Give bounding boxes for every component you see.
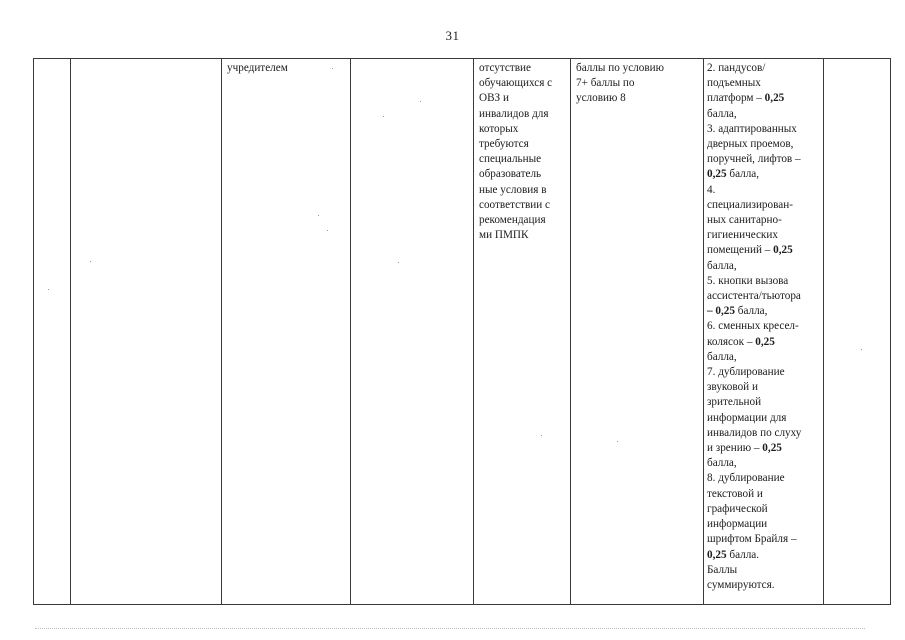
table-column-divider (70, 58, 71, 604)
table-column-divider (473, 58, 474, 604)
scan-artifact-line (35, 628, 865, 630)
cell-text-line: требуются (479, 138, 529, 151)
cell-text-line (707, 167, 801, 182)
line-text: инвалидов по слуху (707, 426, 802, 439)
line-text: балла, (707, 457, 737, 470)
cell-text: учредителем (227, 62, 288, 74)
line-text: 3. адаптированных (707, 122, 797, 135)
line-text: 2. пандусов/ (707, 62, 766, 74)
cell-text-line (707, 76, 801, 91)
cell-text-line: обучающихся с (479, 77, 553, 90)
cell-text-line: инвалидов для (479, 107, 549, 120)
line-text: балла, (726, 168, 760, 181)
cell-text-line (707, 198, 801, 213)
table-cell-score-rule (576, 61, 664, 107)
line-text: помещений – (707, 244, 774, 257)
cell-text-line: образователь (479, 168, 542, 181)
table-column-divider (823, 58, 824, 604)
line-text: 5. кнопки вызова (707, 274, 789, 287)
cell-text-line (707, 259, 801, 274)
cell-text-line: условию 8 (576, 92, 626, 105)
scan-speck (861, 349, 862, 350)
score-value: 0,25 (707, 168, 727, 181)
cell-text-line (707, 563, 801, 578)
cell-text-line (707, 213, 801, 228)
scan-speck (48, 289, 49, 290)
cell-text-line: баллы по условию (576, 62, 664, 74)
cell-text-line: соответствии с (479, 198, 550, 211)
cell-text-line (707, 365, 801, 380)
line-text: балла, (707, 350, 737, 363)
line-text: звуковой и (707, 381, 758, 394)
table-column-divider (221, 58, 222, 604)
cell-text-line (707, 137, 801, 152)
line-text: 7. дублирование (707, 366, 785, 379)
cell-text-line (707, 517, 801, 532)
score-value: 0,25 (707, 548, 727, 561)
line-text: балла, (734, 305, 768, 318)
scan-speck (90, 261, 91, 262)
scan-speck (398, 262, 399, 263)
line-text: зрительной (707, 396, 762, 409)
cell-text-line (707, 91, 801, 106)
score-value: – 0,25 (707, 305, 735, 318)
cell-text-line (707, 471, 801, 486)
cell-text-line (707, 502, 801, 517)
score-value: 0,25 (764, 92, 785, 105)
line-text: гигиенических (707, 229, 778, 242)
line-text: поручней, лифтов – (707, 153, 801, 166)
line-text: платформ – (707, 92, 765, 105)
line-text: и зрению – (707, 442, 763, 455)
cell-text-line: рекомендация (479, 214, 546, 227)
cell-text-line (707, 274, 801, 289)
page-number: 31 (445, 28, 460, 43)
cell-text-line (707, 107, 801, 122)
scan-speck (420, 101, 421, 102)
table-column-divider (350, 58, 351, 604)
table-cell-founder (227, 61, 288, 76)
cell-text-line (707, 395, 801, 410)
cell-text-line: 7+ баллы по (576, 77, 635, 90)
cell-text-line (707, 335, 801, 350)
scan-speck (318, 215, 319, 216)
cell-text-line (707, 319, 801, 334)
table-cell-score-items (707, 61, 801, 593)
line-text: 8. дублирование (707, 472, 785, 485)
scan-speck (332, 68, 333, 69)
cell-text-line (707, 441, 801, 456)
line-text: информации (707, 518, 768, 531)
line-text: 4. (707, 183, 716, 196)
cell-text-line (707, 380, 801, 395)
score-value: 0,25 (755, 335, 775, 348)
line-text: ных санитарно- (707, 214, 782, 227)
line-text: балла, (707, 259, 737, 272)
line-text: балла. (726, 548, 760, 561)
score-value: 0,25 (773, 244, 793, 257)
cell-text-line: которых (479, 122, 519, 135)
line-text: подъемных (707, 77, 761, 90)
cell-text-line (707, 578, 801, 593)
table-column-divider (703, 58, 704, 604)
cell-text-line (707, 183, 801, 198)
cell-text-line (707, 548, 801, 563)
table-column-divider (570, 58, 571, 604)
line-text: текстовой и (707, 487, 763, 500)
line-text: графической (707, 502, 768, 515)
cell-text-line (707, 426, 801, 441)
cell-text-line: ми ПМПК (479, 229, 529, 242)
cell-text-line (707, 350, 801, 365)
line-text: колясок – (707, 335, 756, 348)
cell-text-line (707, 152, 801, 167)
cell-text-line (707, 456, 801, 471)
line-text: суммируются. (707, 578, 775, 591)
cell-text-line: ОВЗ и (479, 92, 509, 105)
scan-speck (541, 435, 542, 436)
line-text: информации для (707, 411, 787, 424)
cell-text-line (707, 289, 801, 304)
table-column-divider (33, 58, 34, 604)
scan-speck (327, 230, 328, 231)
cell-text-line: отсутствие (479, 62, 531, 74)
cell-text-line (707, 532, 801, 547)
cell-text-line: ные условия в (479, 183, 547, 196)
table-cell-conditions (479, 61, 552, 243)
line-text: 6. сменных кресел- (707, 320, 799, 333)
cell-text-line (707, 122, 801, 137)
table-column-divider (890, 58, 891, 604)
line-text: шрифтом Брайля – (707, 533, 797, 546)
scan-speck (617, 441, 618, 442)
cell-text-line: специальные (479, 153, 542, 166)
cell-text-line (707, 487, 801, 502)
cell-text-line (707, 228, 801, 243)
line-text: Баллы (707, 563, 738, 576)
score-value: 0,25 (762, 442, 782, 455)
line-text: балла, (707, 107, 737, 120)
line-text: ассистента/тьютора (707, 290, 801, 303)
cell-text-line (707, 411, 801, 426)
line-text: дверных проемов, (707, 138, 794, 151)
cell-text-line (707, 304, 801, 319)
cell-text-line (707, 243, 801, 258)
scan-speck (383, 116, 384, 117)
line-text: специализирован- (707, 198, 793, 211)
cell-text-line (707, 61, 801, 76)
